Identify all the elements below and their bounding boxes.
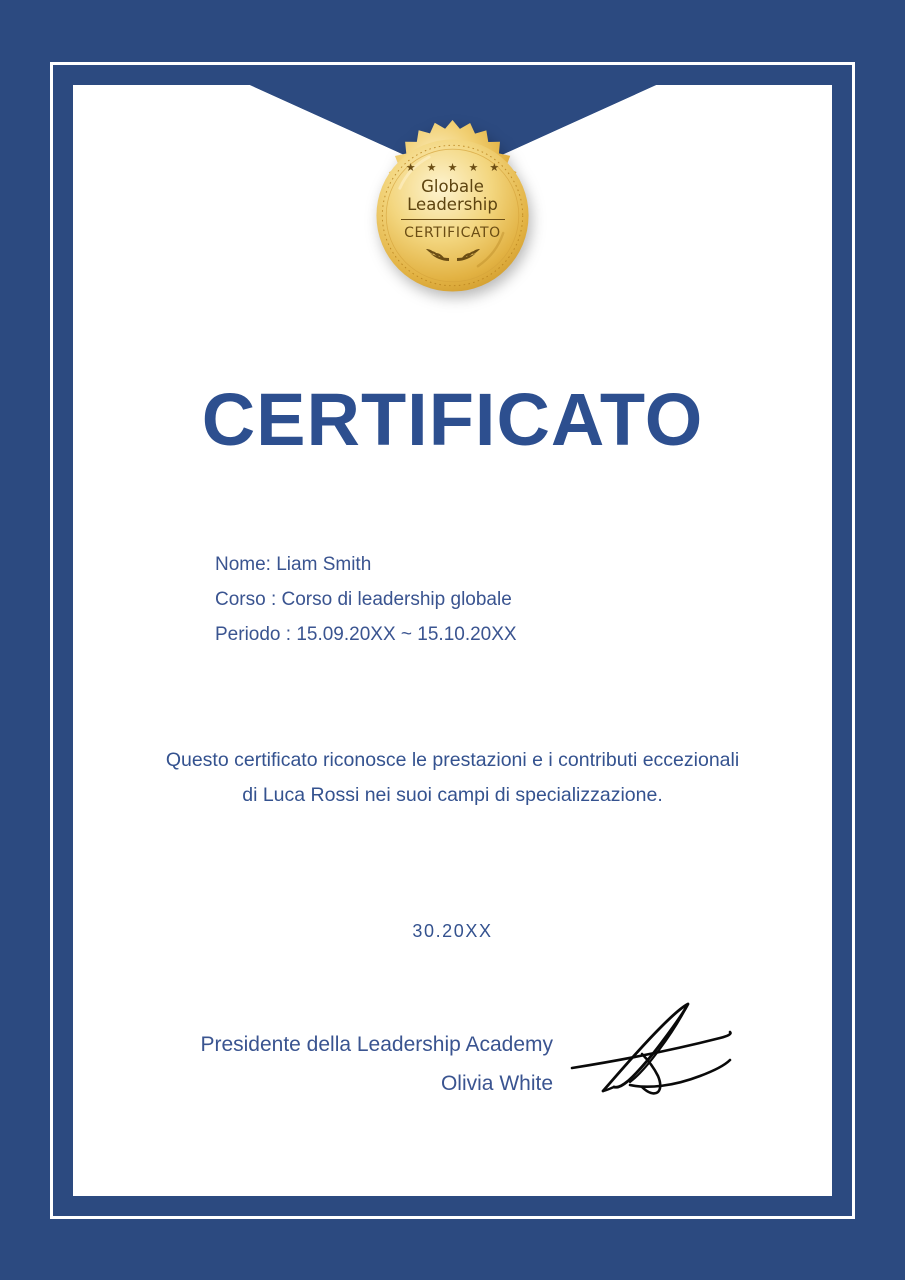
seal-badge-icon bbox=[355, 118, 550, 313]
page-title: CERTIFICATO bbox=[201, 378, 704, 461]
seal-stars: ★ ★ ★ ★ ★ bbox=[405, 161, 504, 174]
body-line-2: di Luca Rossi nei suoi campi di specializzazione. bbox=[242, 784, 663, 806]
seal-line-2: Leadership bbox=[407, 195, 498, 215]
issue-date: 30.20XX bbox=[412, 921, 493, 941]
detail-period: Periodo : 15.09.20XX ~ 15.10.20XX bbox=[215, 624, 517, 645]
signatory-role: Presidente della Leadership Academy bbox=[200, 1033, 553, 1056]
detail-name: Nome: Liam Smith bbox=[215, 554, 372, 575]
body-line-1: Questo certificato riconosce le prestazioni e i contributi eccezionali bbox=[165, 749, 740, 771]
certificate-sheet bbox=[73, 85, 832, 1196]
gold-seal bbox=[355, 118, 550, 313]
signatory-name: Olivia White bbox=[440, 1072, 553, 1095]
detail-course: Corso : Corso di leadership globale bbox=[215, 589, 512, 610]
seal-line-1: Globale bbox=[421, 176, 484, 196]
handwritten-signature bbox=[570, 990, 745, 1110]
seal-line-3: CERTIFICATO bbox=[404, 225, 501, 242]
recipient-details bbox=[215, 547, 517, 652]
certificate-body bbox=[113, 743, 792, 813]
signature-block bbox=[133, 1025, 553, 1103]
